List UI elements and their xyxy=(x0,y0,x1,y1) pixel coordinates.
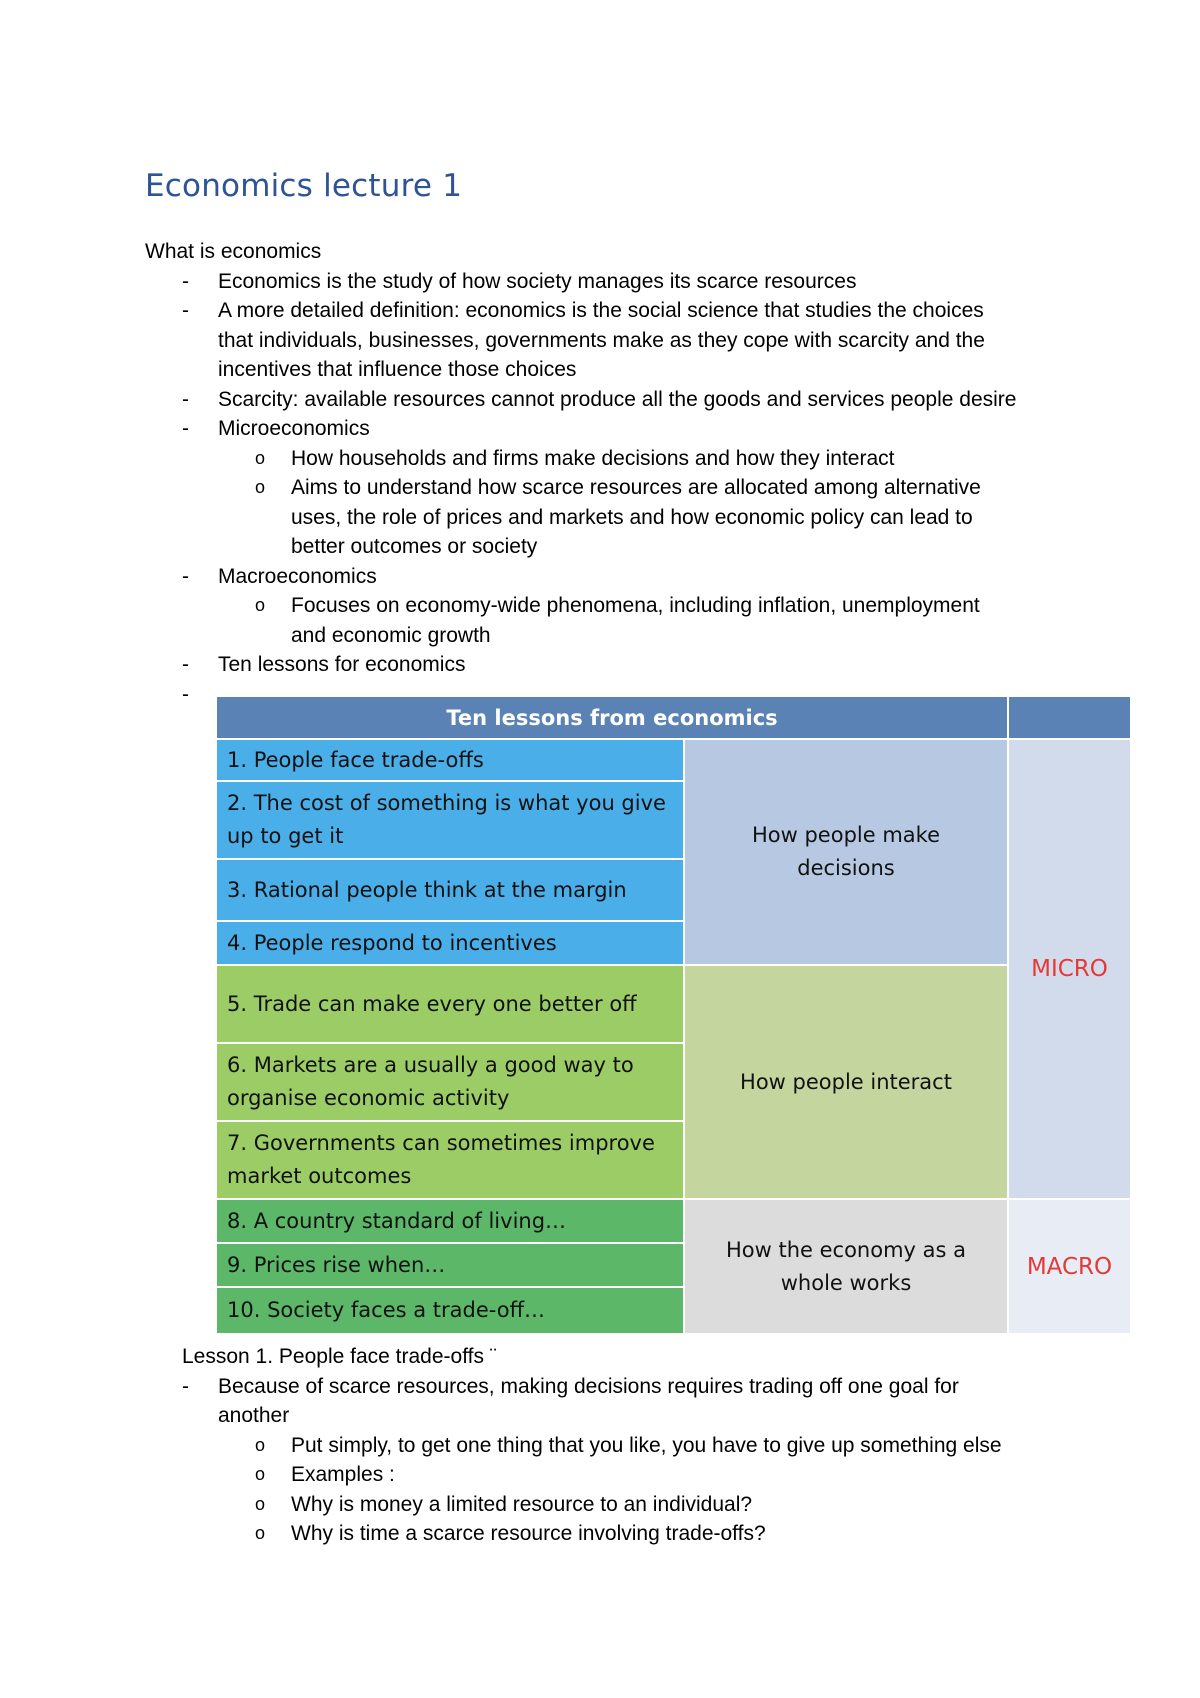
sub-list-item: o How households and firms make decisions and how they interact xyxy=(145,444,1145,474)
sub-list-item: o Put simply, to get one thing that you like, you have to give up something else xyxy=(182,1431,1182,1461)
circle-bullet: o xyxy=(255,447,266,468)
sub-list-item: o Focuses on economy-wide phenomena, including inflation, unemployment xyxy=(145,591,1145,621)
category-decisions: How people make decisions xyxy=(685,740,1007,964)
category-interact: How people interact xyxy=(685,966,1007,1198)
lesson-cell-10: 10. Society faces a trade-off… xyxy=(217,1288,683,1333)
scope-micro: MICRO xyxy=(1009,740,1130,1198)
table-header-empty xyxy=(1009,697,1130,738)
list-item: - Microeconomics xyxy=(145,414,1145,444)
lesson-cell-7: 7. Governments can sometimes improve market outcomes xyxy=(217,1122,683,1198)
list-item: - A more detailed definition: economics is the social science that studies the choices xyxy=(145,296,1145,326)
section-heading: Lesson 1. People face trade-offs ¨ xyxy=(182,1345,497,1368)
list-item: - Ten lessons for economics xyxy=(145,650,1145,680)
scope-macro: MACRO xyxy=(1009,1200,1130,1333)
dash-bullet: - xyxy=(182,417,189,440)
intro-section xyxy=(145,237,1145,709)
list-item: - Because of scarce resources, making decisions requires trading off one goal for xyxy=(182,1372,1182,1402)
page-title: Economics lecture 1 xyxy=(145,168,463,204)
circle-bullet: o xyxy=(255,477,266,497)
ten-lessons-table xyxy=(217,697,1130,1335)
dash-bullet: - xyxy=(182,1374,189,1398)
list-item-continuation: that individuals, businesses, governments make as they cope with scarcity and the xyxy=(218,328,985,352)
lesson-1-section xyxy=(182,1342,1182,1549)
sub-list-item: o Examples : xyxy=(182,1460,1182,1490)
sub-list-item: o Why is money a limited resource to an individual? xyxy=(182,1490,1182,1520)
circle-bullet: o xyxy=(255,1434,266,1455)
lesson-cell-3: 3. Rational people think at the margin xyxy=(217,860,683,920)
lesson-cell-6: 6. Markets are a usually a good way to organise economic activity xyxy=(217,1044,683,1120)
lesson-cell-5: 5. Trade can make every one better off xyxy=(217,966,683,1042)
sub-list-item-continuation: and economic growth xyxy=(291,623,491,647)
lesson-cell-2: 2. The cost of something is what you give up to get it xyxy=(217,782,683,858)
dash-bullet: - xyxy=(182,564,189,588)
dash-bullet: - xyxy=(182,299,189,322)
sub-list-item: o Aims to understand how scarce resources are allocated among alternative xyxy=(145,473,1145,503)
list-item-continuation: incentives that influence those choices xyxy=(218,358,577,381)
lesson-cell-1: 1. People face trade-offs xyxy=(217,740,683,780)
lesson-cell-9: 9. Prices rise when… xyxy=(217,1244,683,1286)
sub-list-item-continuation: uses, the role of prices and markets and how economic policy can lead to xyxy=(291,505,973,529)
circle-bullet: o xyxy=(255,1493,266,1514)
dash-bullet: - xyxy=(182,387,189,411)
dash-bullet: - xyxy=(182,269,189,293)
lesson-cell-4: 4. People respond to incentives xyxy=(217,922,683,964)
circle-bullet: o xyxy=(255,1523,266,1543)
list-item: - Economics is the study of how society manages its scarce resources xyxy=(145,267,1145,297)
sub-list-item-continuation: better outcomes or society xyxy=(291,535,538,558)
list-item-continuation: another xyxy=(218,1404,290,1427)
dash-bullet: - xyxy=(182,682,189,706)
category-economy: How the economy as a whole works xyxy=(685,1200,1007,1333)
circle-bullet: o xyxy=(255,1464,266,1484)
dash-bullet: - xyxy=(182,653,189,676)
sub-list-item: o Why is time a scarce resource involving trade-offs? xyxy=(182,1519,1182,1549)
circle-bullet: o xyxy=(255,595,266,615)
section-heading: What is economics xyxy=(145,240,322,263)
table-header: Ten lessons from economics xyxy=(217,697,1007,738)
list-item: - Scarcity: available resources cannot produce all the goods and services people desire xyxy=(145,385,1145,415)
list-item: - Macroeconomics xyxy=(145,562,1145,592)
lesson-cell-8: 8. A country standard of living… xyxy=(217,1200,683,1242)
